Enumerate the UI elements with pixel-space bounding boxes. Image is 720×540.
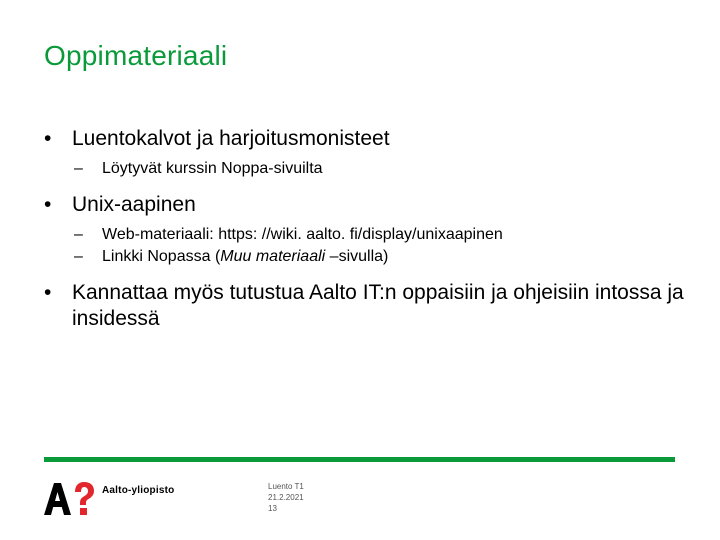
aalto-logo-icon (44, 482, 96, 516)
date-label: 21.2.2021 (268, 493, 304, 502)
bullet-marker: • (44, 127, 52, 150)
bullet-list (44, 126, 684, 332)
bullet-marker: • (44, 281, 52, 304)
sub-bullet-item (44, 158, 684, 180)
bullet-marker: • (44, 193, 52, 216)
slide-title: Oppimateriaali (44, 40, 228, 71)
lecture-label: Luento T1 (268, 482, 304, 491)
bullet-item (44, 192, 684, 218)
sub-bullet-text-italic: Muu materiaali (220, 248, 326, 265)
sub-bullet-text-before: Linkki Nopassa ( (102, 248, 221, 265)
footer-divider (44, 457, 675, 462)
sub-bullet-marker: – (74, 248, 83, 265)
bullet-item (44, 126, 684, 152)
page-number: 13 (268, 504, 277, 513)
sub-bullet-item (44, 224, 684, 246)
sub-bullet-item (44, 246, 684, 268)
sub-bullet-text-after: –sivulla) (325, 248, 389, 265)
bullet-text: Kannattaa myös tutustua Aalto IT:n oppaisiin ja ohjeisiin intossa ja insidessä (72, 281, 684, 330)
bullet-item (44, 280, 684, 332)
bullet-text: Luentokalvot ja harjoitusmonisteet (72, 127, 390, 150)
sub-bullet-marker: – (74, 226, 83, 243)
logo-text: Aalto-yliopisto (102, 485, 175, 496)
sub-bullet-text: Web-materiaali: https: //wiki. aalto. fi/display/unixaapinen (102, 226, 503, 243)
sub-bullet-marker: – (74, 160, 83, 177)
footer-info (268, 481, 304, 514)
sub-bullet-text: Löytyvät kurssin Noppa-sivuilta (102, 160, 323, 177)
bullet-text: Unix-aapinen (72, 193, 196, 216)
